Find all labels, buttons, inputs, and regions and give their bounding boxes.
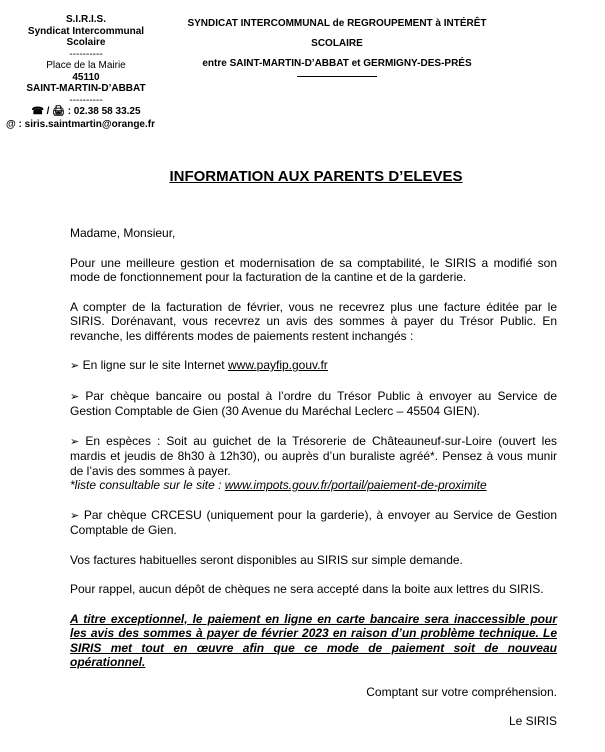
- paragraph-intro: Pour une meilleure gestion et modernisation de sa comptabilité, le SIRIS a modifié son mode de fonctionnement pour la facturation de la cantine et de la garderie.: [70, 255, 557, 284]
- letterhead: [172, 14, 502, 77]
- letterhead-line1: SYNDICAT INTERCOMMUNAL de REGROUPEMENT à INTÉRÊT SCOLAIRE: [187, 18, 487, 49]
- email-address[interactable]: siris.saintmartin@orange.fr: [24, 118, 155, 130]
- letterhead-line2: entre SAINT-MARTIN-D’ABBAT et GERMIGNY-DES-PRÉS: [202, 58, 472, 69]
- payment-cheque: [70, 389, 557, 419]
- org-acronym: S.I.R.I.S.: [65, 14, 106, 25]
- header-rule: [297, 76, 377, 77]
- payment-online: [70, 358, 557, 374]
- cash-note: *liste consultable sur le site :: [70, 478, 222, 492]
- signature: Le SIRIS: [508, 714, 557, 728]
- separator: ----------: [69, 48, 103, 60]
- arrow-bullet-icon: ➢: [70, 435, 80, 448]
- payfip-link[interactable]: www.payfip.gouv.fr: [227, 358, 328, 372]
- postal-code: 45110: [72, 71, 100, 83]
- email-line: [6, 119, 166, 131]
- address: Place de la Mairie: [46, 60, 126, 71]
- cheque-text: Par chèque bancaire ou postal à l’ordre du Trésor Public à envoyer au Service de Gestion Comptable de Gien (30 Avenue du Maréchal Leclerc – 45504 GIEN).: [70, 388, 557, 418]
- arrow-bullet-icon: ➢: [70, 360, 80, 372]
- online-text: En ligne sur le site Internet: [82, 358, 225, 372]
- greeting: Madame, Monsieur,: [70, 226, 176, 240]
- sender-block: [6, 14, 166, 130]
- paragraph-change: A compter de la facturation de février, vous ne recevrez plus une facture éditée par le SIRIS. Dorénavant, vous recevrez un avis des sommes à payer du Trésor Public. En revanche, les différents modes de paiements restent inchangés :: [70, 299, 557, 343]
- crcesu-text: Par chèque CRCESU (uniquement pour la garderie), à envoyer au Service de Gestion Comptable de Gien.: [70, 507, 557, 537]
- paragraph-invoices: Vos factures habituelles seront disponibles au SIRIS sur simple demande.: [70, 552, 463, 567]
- letter-body: [70, 226, 557, 744]
- warning-notice: A titre exceptionnel, le paiement en ligne en carte bancaire sera inaccessible pour les avis des sommes à payer de février 2023 en raison d’un problème technique. Le SIRIS met tout en œuvre afin que ce mode de paiement soit de nouveau opérationnel.: [70, 611, 557, 669]
- arrow-bullet-icon: ➢: [70, 390, 80, 403]
- org-name-line1: Syndicat Intercommunal: [27, 25, 145, 37]
- document-title: INFORMATION AUX PARENTS D’ELEVES: [169, 168, 463, 185]
- phone-fax: ☎ / 🖨 : 02.38 58 33.25: [31, 106, 141, 117]
- cash-text: En espèces : Soit au guichet de la Trésorerie de Châteauneuf-sur-Loire (ouvert les mardis et jeudis de 8h30 à 12h30), ou auprès d’un buraliste agréé*. Pensez à vous munir de l’avis des sommes à payer.: [70, 433, 557, 478]
- city: SAINT-MARTIN-D’ABBAT: [26, 83, 146, 94]
- closing: Comptant sur votre compréhension.: [366, 684, 557, 699]
- payment-cash: [70, 434, 557, 493]
- email-icon: @ :: [6, 118, 22, 130]
- paragraph-reminder: Pour rappel, aucun dépôt de chèques ne sera accepté dans la boite aux lettres du SIRIS.: [70, 582, 544, 596]
- payment-crcesu: [70, 508, 557, 538]
- org-name-line2: Scolaire: [66, 37, 106, 48]
- arrow-bullet-icon: ➢: [70, 509, 80, 522]
- impots-link[interactable]: www.impots.gouv.fr/portail/paiement-de-proximite: [224, 478, 487, 492]
- separator: ----------: [69, 94, 103, 106]
